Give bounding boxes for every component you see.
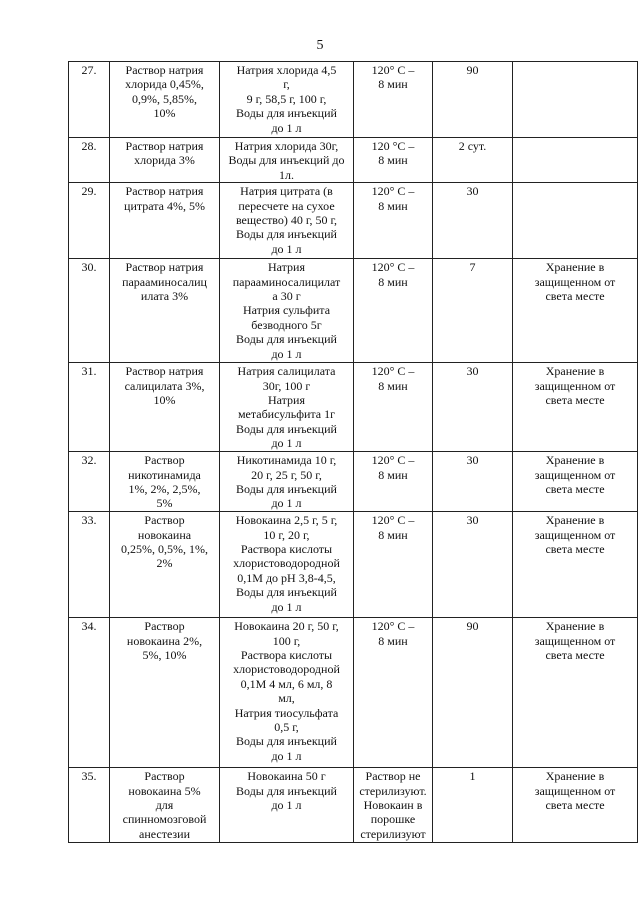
composition: Натрия цитрата (в пересчете на сухое вещество) 40 г, 50 г, Воды для инъекций до 1 л	[220, 183, 354, 259]
composition: Натрия хлорида 4,5 г, 9 г, 58,5 г, 100 г, Воды для инъекций до 1 л	[220, 62, 354, 138]
table-row	[69, 259, 638, 363]
table-row	[69, 363, 638, 452]
composition: Натрия хлорида 30г, Воды для инъекций до 1л.	[220, 138, 354, 183]
table-row	[69, 62, 638, 138]
row-number: 35.	[69, 768, 110, 843]
table-row	[69, 618, 638, 768]
solution-name: Раствор новокаина 0,25%, 0,5%, 1%, 2%	[110, 512, 220, 618]
table-row	[69, 138, 638, 183]
storage-note	[513, 138, 638, 183]
storage-note	[513, 183, 638, 259]
storage-term: 1	[433, 768, 513, 843]
page-number: 5	[316, 38, 324, 53]
sterilization-mode: 120° С – 8 мин	[354, 452, 433, 512]
row-number: 31.	[69, 363, 110, 452]
composition: Новокаина 50 г Воды для инъекций до 1 л	[220, 768, 354, 843]
composition: Натрия парааминосалицилат а 30 г Натрия сульфита безводного 5г Воды для инъекций до 1 л	[220, 259, 354, 363]
storage-term: 7	[433, 259, 513, 363]
solution-name: Раствор никотинамида 1%, 2%, 2,5%, 5%	[110, 452, 220, 512]
composition: Новокаина 20 г, 50 г, 100 г, Раствора кислоты хлористоводородной 0,1М 4 мл, 6 мл, 8 мл, Натрия тиосульфата 0,5 г, Воды для инъекций до 1 л	[220, 618, 354, 768]
table-row	[69, 768, 638, 843]
storage-note: Хранение в защищенном от света месте	[513, 768, 638, 843]
sterilization-mode: 120° С – 8 мин	[354, 363, 433, 452]
solution-name: Раствор новокаина 2%, 5%, 10%	[110, 618, 220, 768]
sterilization-mode: 120 °С – 8 мин	[354, 138, 433, 183]
composition: Новокаина 2,5 г, 5 г, 10 г, 20 г, Раствора кислоты хлористоводородной 0,1М до рН 3,8-4,5, Воды для инъекций до 1 л	[220, 512, 354, 618]
solution-name: Раствор натрия салицилата 3%, 10%	[110, 363, 220, 452]
composition: Натрия салицилата 30г, 100 г Натрия метабисульфита 1г Воды для инъекций до 1 л	[220, 363, 354, 452]
sterilization-mode: 120° С – 8 мин	[354, 183, 433, 259]
table-row	[69, 512, 638, 618]
storage-note	[513, 62, 638, 138]
storage-note: Хранение в защищенном от света месте	[513, 618, 638, 768]
storage-note: Хранение в защищенном от света месте	[513, 452, 638, 512]
storage-note: Хранение в защищенном от света месте	[513, 512, 638, 618]
table-row	[69, 452, 638, 512]
sterilization-mode: 120° С – 8 мин	[354, 62, 433, 138]
sterilization-mode: 120° С – 8 мин	[354, 512, 433, 618]
table-row	[69, 183, 638, 259]
row-number: 33.	[69, 512, 110, 618]
row-number: 28.	[69, 138, 110, 183]
row-number: 27.	[69, 62, 110, 138]
sterilization-mode: 120° С – 8 мин	[354, 259, 433, 363]
storage-term: 30	[433, 363, 513, 452]
storage-term: 90	[433, 618, 513, 768]
solution-name: Раствор новокаина 5% для спинномозговой анестезии	[110, 768, 220, 843]
storage-term: 30	[433, 452, 513, 512]
solution-name: Раствор натрия цитрата 4%, 5%	[110, 183, 220, 259]
storage-term: 2 сут.	[433, 138, 513, 183]
solution-name: Раствор натрия хлорида 0,45%, 0,9%, 5,85%, 10%	[110, 62, 220, 138]
storage-term: 30	[433, 183, 513, 259]
composition: Никотинамида 10 г, 20 г, 25 г, 50 г, Воды для инъекций до 1 л	[220, 452, 354, 512]
row-number: 32.	[69, 452, 110, 512]
row-number: 29.	[69, 183, 110, 259]
solution-name: Раствор натрия хлорида 3%	[110, 138, 220, 183]
solution-name: Раствор натрия парааминосалиц илата 3%	[110, 259, 220, 363]
solutions-table	[68, 61, 638, 843]
sterilization-mode: 120° С – 8 мин	[354, 618, 433, 768]
row-number: 30.	[69, 259, 110, 363]
sterilization-mode: Раствор не стерилизуют. Новокаин в порошке стерилизуют	[354, 768, 433, 843]
storage-term: 90	[433, 62, 513, 138]
storage-term: 30	[433, 512, 513, 618]
storage-note: Хранение в защищенном от света месте	[513, 363, 638, 452]
storage-note: Хранение в защищенном от света месте	[513, 259, 638, 363]
row-number: 34.	[69, 618, 110, 768]
